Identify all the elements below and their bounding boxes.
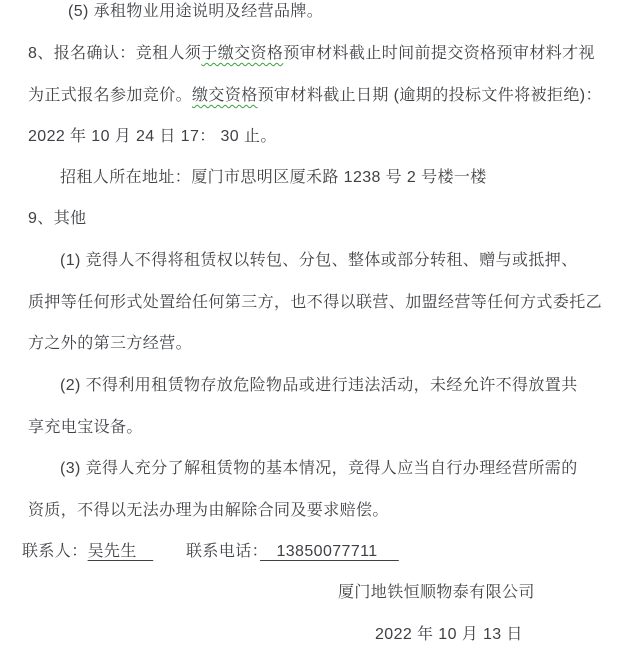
contact-line <box>22 542 399 562</box>
contact-line-segment-3: 联系电话： <box>186 543 261 560</box>
lessor-address <box>60 168 487 188</box>
clause-9-1-line3 <box>28 334 192 354</box>
company-signature-segment-0: 厦门地铁恒顺物泰有限公司 <box>338 584 535 601</box>
clause-9-3-line2-segment-0: 资质，不得以无法办理为由解除合同及要求赔偿。 <box>28 502 389 519</box>
clause-9-1-line2 <box>28 293 602 313</box>
deadline-datetime-segment-0: 2022 年 10 月 24 日 17： 30 止。 <box>28 128 277 145</box>
clause-5-property-use <box>68 2 323 22</box>
contact-line-segment-4-underlined: 13850077711 <box>260 543 399 560</box>
clause-9-2-line1 <box>60 376 578 396</box>
signature-date <box>375 625 523 645</box>
clause-9-2-line2 <box>28 418 143 438</box>
clause-9-others-heading-segment-0: 9、其他 <box>28 210 87 227</box>
contact-line-segment-0: 联系人： <box>22 543 88 560</box>
clause-9-2-line2-segment-0: 享充电宝设备。 <box>28 419 143 436</box>
clause-9-3-line1 <box>60 459 578 479</box>
clause-8-registration-line2-segment-1-spellcheck: 缴交资格 <box>192 87 258 104</box>
lessor-address-segment-0: 招租人所在地址：厦门市思明区厦禾路 1238 号 2 号楼一楼 <box>60 169 487 186</box>
clause-9-1-line1-segment-0: (1) 竞得人不得将租赁权以转包、分包、整体或部分转租、赠与或抵押、 <box>60 252 578 269</box>
clause-9-1-line1 <box>60 251 578 271</box>
company-signature <box>338 583 535 603</box>
deadline-datetime <box>28 127 277 147</box>
clause-9-1-line3-segment-0: 方之外的第三方经营。 <box>28 335 193 352</box>
clause-9-3-line2 <box>28 501 389 521</box>
clause-8-registration-line2-segment-0: 为正式报名参加竞价。 <box>28 87 193 104</box>
clause-9-1-line2-segment-0: 质押等任何形式处置给任何第三方，也不得以联营、加盟经营等任何方式委托乙 <box>28 294 603 311</box>
clause-8-registration-line2-segment-2: 预审材料截止日期 (逾期的投标文件将被拒绝)： <box>257 87 602 104</box>
clause-8-registration-line1-segment-0: 8、报名确认：竞租人须 <box>28 45 202 62</box>
contact-line-segment-1-underlined: 吴先生 <box>87 543 154 560</box>
clause-9-others-heading <box>28 209 87 229</box>
clause-5-property-use-segment-0: (5) 承租物业用途说明及经营品牌。 <box>68 3 324 20</box>
signature-date-segment-0: 2022 年 10 月 13 日 <box>375 626 523 643</box>
clause-9-3-line1-segment-0: (3) 竞得人充分了解租赁物的基本情况，竞得人应当自行办理经营所需的 <box>60 460 578 477</box>
clause-8-registration-line1-segment-2: 预审材料截止时间前提交资格预审材料才视 <box>283 45 595 62</box>
clause-8-registration-line1 <box>28 44 595 64</box>
contact-line-segment-2 <box>153 543 186 560</box>
clause-8-registration-line2 <box>28 86 602 106</box>
clause-8-registration-line1-segment-1-spellcheck: 于缴交资格 <box>201 45 284 62</box>
clause-9-2-line1-segment-0: (2) 不得利用租赁物存放危险物品或进行违法活动，未经允许不得放置共 <box>60 377 578 394</box>
